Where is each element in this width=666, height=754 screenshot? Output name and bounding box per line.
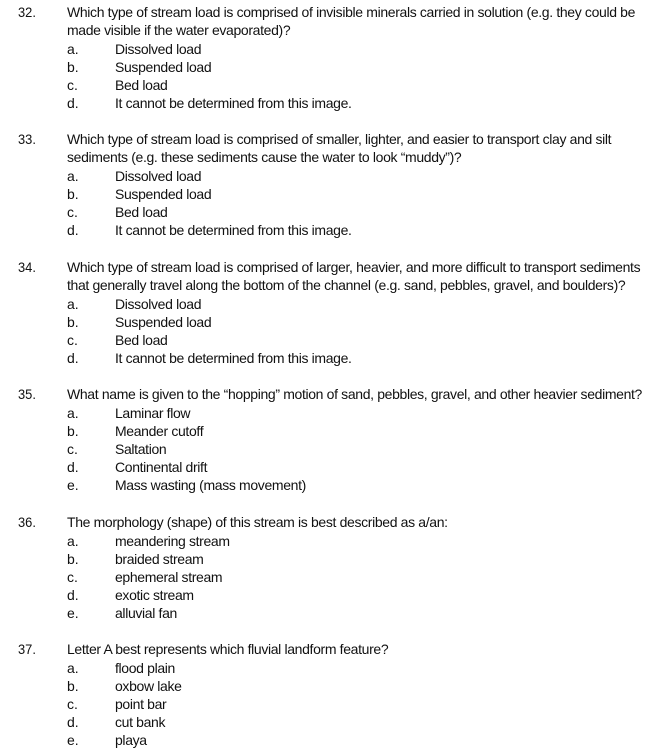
answer-option-d[interactable]: [0, 458, 666, 476]
question-number: 35.: [18, 386, 36, 402]
option-letter: c.: [67, 569, 78, 585]
option-text: Continental drift: [115, 459, 208, 475]
option-letter: b.: [67, 59, 79, 75]
option-text: meandering stream: [115, 533, 230, 549]
answer-option-b[interactable]: [0, 677, 666, 695]
option-text: It cannot be determined from this image.: [115, 350, 352, 366]
option-text: oxbow lake: [115, 678, 182, 694]
answer-option-a[interactable]: [0, 532, 666, 550]
option-text: Dissolved load: [115, 168, 202, 184]
answer-option-b[interactable]: [0, 313, 666, 331]
question-text: Which type of stream load is comprised of larger, heavier, and more difficult to transport sediments that generally travel along the bottom of the channel (e.g. sand, pebbles, gravel, and boulders)?: [67, 259, 641, 294]
option-text: Bed load: [115, 204, 168, 220]
answer-option-c[interactable]: [0, 695, 666, 713]
answer-option-d[interactable]: [0, 94, 666, 112]
question-text: Letter A best represents which fluvial landform feature?: [67, 641, 389, 657]
option-letter: b.: [67, 423, 79, 439]
option-letter: d.: [67, 714, 79, 730]
answer-option-a[interactable]: [0, 404, 666, 422]
option-letter: e.: [67, 605, 79, 621]
option-text: Suspended load: [115, 186, 212, 202]
option-text: Meander cutoff: [115, 423, 204, 439]
option-text: Dissolved load: [115, 296, 202, 312]
option-letter: a.: [67, 533, 79, 549]
option-letter: d.: [67, 350, 79, 366]
option-letter: d.: [67, 459, 79, 475]
answer-option-b[interactable]: [0, 58, 666, 76]
option-text: Dissolved load: [115, 41, 202, 57]
answer-option-d[interactable]: [0, 586, 666, 604]
option-text: exotic stream: [115, 587, 194, 603]
option-text: Saltation: [115, 441, 167, 457]
answer-option-d[interactable]: [0, 221, 666, 239]
answer-option-d[interactable]: [0, 349, 666, 367]
answer-option-a[interactable]: [0, 659, 666, 677]
option-letter: c.: [67, 441, 78, 457]
question-text: Which type of stream load is comprised of smaller, lighter, and easier to transport clay and silt sediments (e.g. these sediments cause the water to look “muddy”)?: [67, 131, 612, 166]
question-number: 37.: [18, 641, 36, 657]
answer-option-a[interactable]: [0, 295, 666, 313]
answer-option-c[interactable]: [0, 203, 666, 221]
option-letter: a.: [67, 660, 79, 676]
option-text: point bar: [115, 696, 167, 712]
option-letter: a.: [67, 296, 79, 312]
option-text: Bed load: [115, 332, 168, 348]
option-letter: a.: [67, 41, 79, 57]
answer-option-b[interactable]: [0, 185, 666, 203]
question-number: 36.: [18, 514, 36, 530]
answer-option-a[interactable]: [0, 167, 666, 185]
option-text: alluvial fan: [115, 605, 177, 621]
option-letter: c.: [67, 77, 78, 93]
option-letter: c.: [67, 332, 78, 348]
answer-option-c[interactable]: [0, 76, 666, 94]
option-text: It cannot be determined from this image.: [115, 222, 352, 238]
answer-option-d[interactable]: [0, 713, 666, 731]
answer-option-b[interactable]: [0, 422, 666, 440]
option-letter: b.: [67, 314, 79, 330]
option-text: cut bank: [115, 714, 166, 730]
option-text: Bed load: [115, 77, 168, 93]
option-text: Suspended load: [115, 314, 212, 330]
answer-option-c[interactable]: [0, 331, 666, 349]
question-text: Which type of stream load is comprised of invisible minerals carried in solution (e.g. they could be made visible if the water evaporated)?: [67, 4, 636, 39]
option-letter: e.: [67, 477, 79, 493]
option-letter: d.: [67, 587, 79, 603]
option-letter: d.: [67, 95, 79, 111]
answer-option-e[interactable]: [0, 604, 666, 622]
option-letter: c.: [67, 696, 78, 712]
question-text: The morphology (shape) of this stream is best described as a/an:: [67, 514, 448, 530]
option-text: playa: [115, 732, 147, 748]
option-letter: b.: [67, 551, 79, 567]
option-text: Suspended load: [115, 59, 212, 75]
option-text: Laminar flow: [115, 405, 191, 421]
question-number: 33.: [18, 131, 36, 147]
option-letter: d.: [67, 222, 79, 238]
option-letter: e.: [67, 732, 79, 748]
option-letter: b.: [67, 678, 79, 694]
question-number: 32.: [18, 4, 36, 20]
question-text: What name is given to the “hopping” motion of sand, pebbles, gravel, and other heavier sediment?: [67, 386, 642, 402]
option-letter: a.: [67, 168, 79, 184]
option-letter: a.: [67, 405, 79, 421]
answer-option-e[interactable]: [0, 476, 666, 494]
question-number: 34.: [18, 259, 36, 275]
answer-option-c[interactable]: [0, 568, 666, 586]
answer-option-c[interactable]: [0, 440, 666, 458]
answer-option-e[interactable]: [0, 731, 666, 749]
answer-option-b[interactable]: [0, 550, 666, 568]
answer-option-a[interactable]: [0, 40, 666, 58]
option-text: flood plain: [115, 660, 175, 676]
option-text: Mass wasting (mass movement): [115, 477, 306, 493]
option-letter: c.: [67, 204, 78, 220]
option-text: It cannot be determined from this image.: [115, 95, 352, 111]
option-letter: b.: [67, 186, 79, 202]
option-text: ephemeral stream: [115, 569, 223, 585]
option-text: braided stream: [115, 551, 204, 567]
